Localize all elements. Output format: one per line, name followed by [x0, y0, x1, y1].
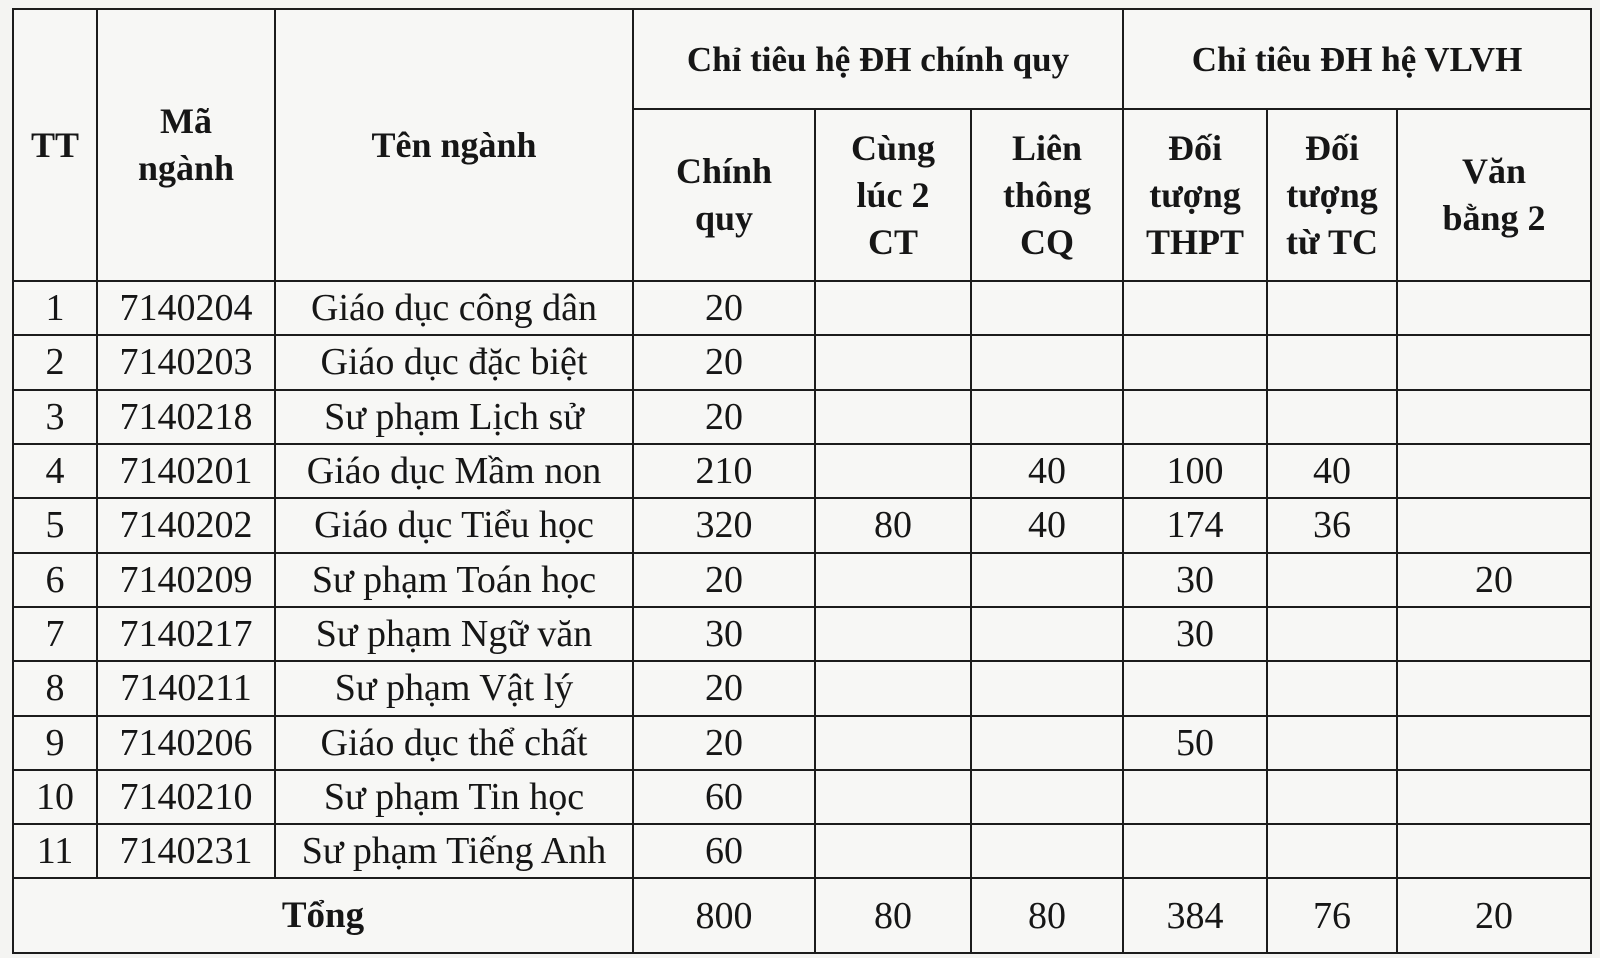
cell-tt: 4	[13, 444, 97, 498]
cell-tc	[1267, 661, 1397, 715]
cell-chinh-quy: 320	[633, 498, 815, 552]
header-thpt-label: Đối tượng THPT	[1145, 127, 1244, 262]
cell-thpt: 100	[1123, 444, 1267, 498]
header-chinh-quy-label: Chính quy	[675, 151, 773, 238]
cell-thpt: 174	[1123, 498, 1267, 552]
total-label: Tổng	[13, 878, 633, 953]
cell-ma-nganh: 7140206	[97, 716, 275, 770]
cell-thpt	[1123, 335, 1267, 389]
cell-cung-luc	[815, 444, 971, 498]
cell-lien-thong	[971, 553, 1123, 607]
cell-chinh-quy: 210	[633, 444, 815, 498]
cell-ma-nganh: 7140211	[97, 661, 275, 715]
cell-tc	[1267, 390, 1397, 444]
admission-quota-table	[12, 8, 1592, 954]
cell-tt: 11	[13, 824, 97, 878]
cell-tt: 6	[13, 553, 97, 607]
table-row	[13, 390, 1591, 444]
cell-thpt	[1123, 390, 1267, 444]
header-van-bang-label: Văn bằng 2	[1442, 151, 1546, 238]
cell-tt: 3	[13, 390, 97, 444]
cell-tc	[1267, 770, 1397, 824]
cell-lien-thong: 40	[971, 444, 1123, 498]
total-van-bang: 20	[1397, 878, 1591, 953]
total-tc: 76	[1267, 878, 1397, 953]
table-row	[13, 281, 1591, 335]
cell-ten-nganh: Giáo dục công dân	[275, 281, 633, 335]
cell-tc	[1267, 281, 1397, 335]
cell-tt: 8	[13, 661, 97, 715]
total-row	[13, 878, 1591, 953]
header-thpt	[1123, 109, 1267, 281]
cell-thpt	[1123, 824, 1267, 878]
cell-van-bang	[1397, 498, 1591, 552]
cell-van-bang	[1397, 281, 1591, 335]
cell-tc: 40	[1267, 444, 1397, 498]
header-cung-luc-label: Cùng lúc 2 CT	[850, 127, 936, 262]
total-chinh-quy: 800	[633, 878, 815, 953]
cell-van-bang	[1397, 770, 1591, 824]
cell-van-bang	[1397, 716, 1591, 770]
header-row-groups	[13, 9, 1591, 109]
cell-chinh-quy: 20	[633, 281, 815, 335]
table-row	[13, 661, 1591, 715]
cell-tt: 10	[13, 770, 97, 824]
cell-tt: 9	[13, 716, 97, 770]
header-lien-thong-label: Liên thông CQ	[1002, 127, 1092, 262]
cell-chinh-quy: 20	[633, 553, 815, 607]
table-body	[13, 281, 1591, 953]
cell-cung-luc	[815, 716, 971, 770]
cell-thpt: 30	[1123, 553, 1267, 607]
cell-thpt	[1123, 770, 1267, 824]
cell-ten-nganh: Giáo dục đặc biệt	[275, 335, 633, 389]
table-row	[13, 607, 1591, 661]
cell-ma-nganh: 7140217	[97, 607, 275, 661]
cell-tc	[1267, 824, 1397, 878]
header-van-bang	[1397, 109, 1591, 281]
cell-chinh-quy: 60	[633, 824, 815, 878]
cell-van-bang: 20	[1397, 553, 1591, 607]
cell-chinh-quy: 20	[633, 335, 815, 389]
cell-thpt	[1123, 281, 1267, 335]
cell-lien-thong: 40	[971, 498, 1123, 552]
cell-lien-thong	[971, 661, 1123, 715]
cell-lien-thong	[971, 770, 1123, 824]
cell-ma-nganh: 7140201	[97, 444, 275, 498]
cell-tt: 7	[13, 607, 97, 661]
cell-cung-luc	[815, 335, 971, 389]
cell-tc: 36	[1267, 498, 1397, 552]
cell-ma-nganh: 7140204	[97, 281, 275, 335]
cell-van-bang	[1397, 390, 1591, 444]
cell-van-bang	[1397, 607, 1591, 661]
cell-ten-nganh: Giáo dục Tiểu học	[275, 498, 633, 552]
cell-ten-nganh: Sư phạm Lịch sử	[275, 390, 633, 444]
table-row	[13, 824, 1591, 878]
cell-ma-nganh: 7140202	[97, 498, 275, 552]
header-tc-label: Đối tượng từ TC	[1286, 127, 1378, 262]
cell-thpt	[1123, 661, 1267, 715]
cell-ma-nganh: 7140231	[97, 824, 275, 878]
cell-tc	[1267, 607, 1397, 661]
cell-thpt: 50	[1123, 716, 1267, 770]
cell-chinh-quy: 20	[633, 390, 815, 444]
cell-ten-nganh: Sư phạm Tiếng Anh	[275, 824, 633, 878]
table-row	[13, 770, 1591, 824]
cell-lien-thong	[971, 281, 1123, 335]
cell-cung-luc	[815, 607, 971, 661]
header-tc	[1267, 109, 1397, 281]
cell-ten-nganh: Sư phạm Toán học	[275, 553, 633, 607]
cell-chinh-quy: 20	[633, 661, 815, 715]
cell-van-bang	[1397, 661, 1591, 715]
cell-ma-nganh: 7140203	[97, 335, 275, 389]
cell-cung-luc: 80	[815, 498, 971, 552]
cell-tc	[1267, 716, 1397, 770]
cell-lien-thong	[971, 390, 1123, 444]
cell-lien-thong	[971, 335, 1123, 389]
header-cung-luc	[815, 109, 971, 281]
cell-ma-nganh: 7140209	[97, 553, 275, 607]
header-tt: TT	[13, 9, 97, 281]
cell-chinh-quy: 30	[633, 607, 815, 661]
cell-tc	[1267, 553, 1397, 607]
cell-ten-nganh: Sư phạm Tin học	[275, 770, 633, 824]
table-row	[13, 335, 1591, 389]
cell-cung-luc	[815, 553, 971, 607]
cell-tt: 1	[13, 281, 97, 335]
total-cung-luc: 80	[815, 878, 971, 953]
cell-thpt: 30	[1123, 607, 1267, 661]
table-row	[13, 553, 1591, 607]
cell-tt: 5	[13, 498, 97, 552]
cell-ma-nganh: 7140210	[97, 770, 275, 824]
total-lien-thong: 80	[971, 878, 1123, 953]
cell-tt: 2	[13, 335, 97, 389]
table-row	[13, 716, 1591, 770]
header-chinh-quy	[633, 109, 815, 281]
cell-ten-nganh: Sư phạm Vật lý	[275, 661, 633, 715]
header-lien-thong	[971, 109, 1123, 281]
cell-cung-luc	[815, 390, 971, 444]
header-ten-nganh: Tên ngành	[275, 9, 633, 281]
cell-van-bang	[1397, 335, 1591, 389]
header-ma-nganh	[97, 9, 275, 281]
table-row	[13, 444, 1591, 498]
cell-cung-luc	[815, 824, 971, 878]
total-thpt: 384	[1123, 878, 1267, 953]
table-row	[13, 498, 1591, 552]
cell-van-bang	[1397, 444, 1591, 498]
cell-van-bang	[1397, 824, 1591, 878]
cell-cung-luc	[815, 661, 971, 715]
cell-tc	[1267, 335, 1397, 389]
cell-cung-luc	[815, 770, 971, 824]
cell-ten-nganh: Giáo dục thể chất	[275, 716, 633, 770]
header-group-chinh-quy: Chỉ tiêu hệ ĐH chính quy	[633, 9, 1123, 109]
cell-chinh-quy: 20	[633, 716, 815, 770]
cell-lien-thong	[971, 824, 1123, 878]
cell-chinh-quy: 60	[633, 770, 815, 824]
cell-cung-luc	[815, 281, 971, 335]
cell-ten-nganh: Giáo dục Mầm non	[275, 444, 633, 498]
cell-ten-nganh: Sư phạm Ngữ văn	[275, 607, 633, 661]
cell-lien-thong	[971, 607, 1123, 661]
header-group-vlvh: Chỉ tiêu ĐH hệ VLVH	[1123, 9, 1591, 109]
cell-lien-thong	[971, 716, 1123, 770]
header-ma-nganh-label: Mã ngành	[137, 101, 235, 188]
cell-ma-nganh: 7140218	[97, 390, 275, 444]
